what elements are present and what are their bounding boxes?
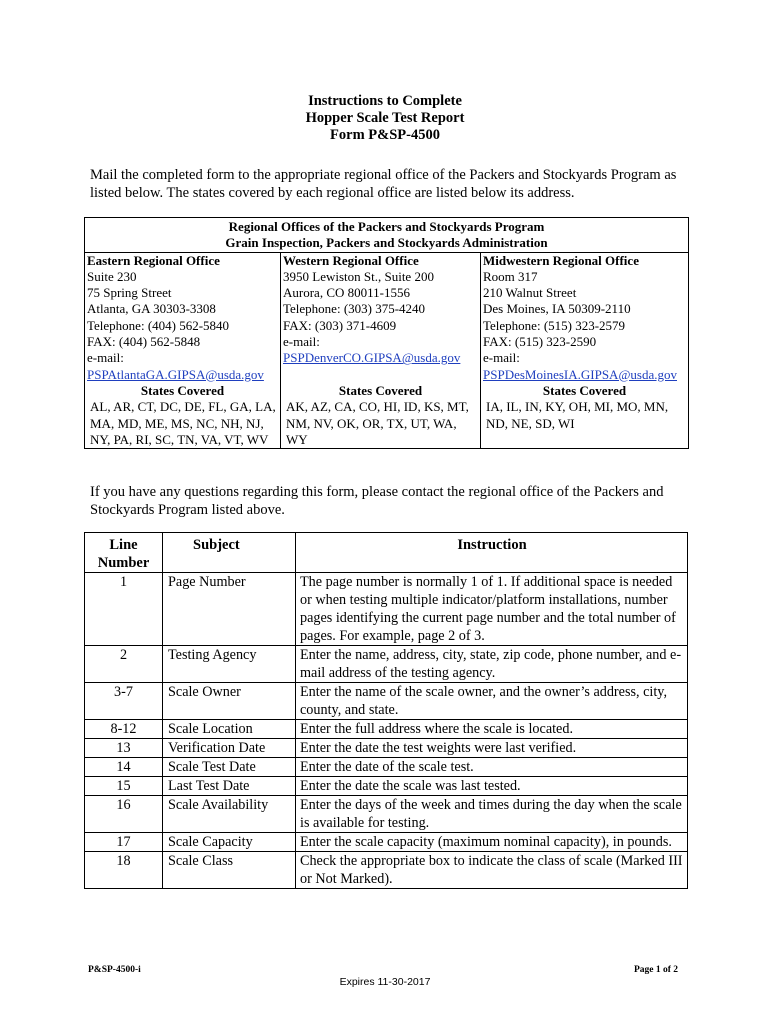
- states-covered-heading: States Covered: [281, 383, 481, 399]
- form-id: P&SP-4500-i: [88, 965, 141, 975]
- table-row: [85, 833, 688, 852]
- office-email-label: e-mail:: [87, 350, 124, 366]
- table-row: [85, 739, 688, 758]
- instruction-cell: Enter the date the scale was last tested.: [296, 777, 688, 796]
- office-address-line: 75 Spring Street: [87, 285, 172, 301]
- table-row: [85, 852, 688, 889]
- line-number-cell: 14: [85, 758, 163, 777]
- office-address-line: Suite 230: [87, 268, 137, 284]
- table-row: [85, 683, 688, 720]
- table-row: [85, 758, 688, 777]
- instruction-cell: Enter the days of the week and times during the day when the scale is available for testing.: [296, 796, 688, 833]
- office-address-line: 3950 Lewiston St., Suite 200: [283, 268, 434, 284]
- office-address-line: Aurora, CO 80011-1556: [283, 285, 410, 301]
- line-number-cell: 16: [85, 796, 163, 833]
- instruction-cell: The page number is normally 1 of 1. If additional space is needed or when testing multiple indicator/platform installations, number pages identifying the current page number and the total number of pages. For example, page 2 of 3.: [296, 573, 688, 646]
- instructions-table: [84, 532, 688, 889]
- office-phone: Telephone: (404) 562-5840: [87, 317, 230, 333]
- offices-header-line-1: Regional Offices of the Packers and Stockyards Program: [228, 219, 545, 234]
- line-number-cell: 17: [85, 833, 163, 852]
- midwestern-office-cell: [481, 252, 689, 383]
- title-line-2: Hopper Scale Test Report: [305, 110, 465, 126]
- office-address-line: Atlanta, GA 30303-3308: [87, 301, 216, 317]
- western-states-list: AK, AZ, CA, CO, HI, ID, KS, MT, NM, NV, OK, OR, TX, UT, WA, WY: [281, 399, 481, 448]
- office-fax: FAX: (404) 562-5848: [87, 334, 201, 350]
- subject-header: Subject: [163, 533, 296, 573]
- office-fax: FAX: (303) 371-4609: [283, 317, 397, 333]
- states-covered-heading: States Covered: [85, 383, 281, 399]
- midwestern-email-link[interactable]: PSPDesMoinesIA.GIPSA@usda.gov: [483, 366, 677, 382]
- document-title: [0, 93, 770, 144]
- regional-offices-table: [84, 217, 689, 449]
- instruction-cell: Enter the date the test weights were last verified.: [296, 739, 688, 758]
- instruction-cell: Enter the full address where the scale is located.: [296, 720, 688, 739]
- title-line-3: Form P&SP-4500: [330, 127, 440, 143]
- subject-cell: Page Number: [163, 573, 296, 646]
- subject-cell: Testing Agency: [163, 646, 296, 683]
- office-name: Midwestern Regional Office: [483, 252, 639, 268]
- contact-paragraph: If you have any questions regarding this form, please contact the regional office of the Packers and Stockyards Program listed above.: [90, 484, 664, 518]
- line-number-cell: 2: [85, 646, 163, 683]
- subject-cell: Scale Capacity: [163, 833, 296, 852]
- instruction-header: Instruction: [296, 533, 688, 573]
- western-email-link[interactable]: PSPDenverCO.GIPSA@usda.gov: [283, 350, 461, 366]
- table-row: [85, 777, 688, 796]
- subject-cell: Scale Location: [163, 720, 296, 739]
- title-line-1: Instructions to Complete: [308, 93, 462, 109]
- table-row: [85, 573, 688, 646]
- eastern-states-list: AL, AR, CT, DC, DE, FL, GA, LA, MA, MD, ME, MS, NC, NH, NJ, NY, PA, RI, SC, TN, VA, VT, WV: [85, 399, 281, 448]
- line-number-cell: 15: [85, 777, 163, 796]
- line-number-cell: 8-12: [85, 720, 163, 739]
- office-fax: FAX: (515) 323-2590: [483, 334, 597, 350]
- eastern-email-link[interactable]: PSPAtlantaGA.GIPSA@usda.gov: [87, 366, 264, 382]
- page-indicator: Page 1 of 2: [633, 965, 678, 975]
- instruction-cell: Check the appropriate box to indicate the class of scale (Marked III or Not Marked).: [296, 852, 688, 889]
- office-phone: Telephone: (515) 323-2579: [483, 317, 626, 333]
- western-office-cell: [281, 252, 481, 383]
- midwestern-states-list: IA, IL, IN, KY, OH, MI, MO, MN, ND, NE, SD, WI: [481, 399, 689, 448]
- office-email-label: e-mail:: [283, 334, 320, 350]
- subject-cell: Scale Owner: [163, 683, 296, 720]
- states-covered-heading: States Covered: [481, 383, 689, 399]
- subject-cell: Verification Date: [163, 739, 296, 758]
- subject-cell: Scale Test Date: [163, 758, 296, 777]
- instruction-cell: Enter the name, address, city, state, zip code, phone number, and e-mail address of the testing agency.: [296, 646, 688, 683]
- instruction-cell: Enter the date of the scale test.: [296, 758, 688, 777]
- subject-cell: Scale Class: [163, 852, 296, 889]
- eastern-office-cell: [85, 252, 281, 383]
- office-address-line: 210 Walnut Street: [483, 285, 577, 301]
- office-name: Eastern Regional Office: [87, 252, 220, 268]
- office-address-line: Des Moines, IA 50309-2110: [483, 301, 631, 317]
- line-number-cell: 3-7: [85, 683, 163, 720]
- table-row: [85, 720, 688, 739]
- table-row: [85, 796, 688, 833]
- intro-paragraph: Mail the completed form to the appropriate regional office of the Packers and Stockyards Program as listed below. The states covered by each regional office are listed below its address.: [90, 167, 677, 201]
- offices-header-line-2: Grain Inspection, Packers and Stockyards Administration: [225, 235, 548, 251]
- line-number-cell: 18: [85, 852, 163, 889]
- subject-cell: Last Test Date: [163, 777, 296, 796]
- expiration-date: Expires 11-30-2017: [339, 976, 431, 988]
- subject-cell: Scale Availability: [163, 796, 296, 833]
- instruction-cell: Enter the name of the scale owner, and the owner’s address, city, county, and state.: [296, 683, 688, 720]
- office-email-label: e-mail:: [483, 350, 520, 366]
- office-name: Western Regional Office: [283, 252, 419, 268]
- line-number-cell: 13: [85, 739, 163, 758]
- line-number-header: Line Number: [85, 533, 163, 573]
- table-row: [85, 646, 688, 683]
- offices-table-header: [85, 218, 689, 253]
- line-number-cell: 1: [85, 573, 163, 646]
- office-address-line: Room 317: [483, 268, 538, 284]
- instruction-cell: Enter the scale capacity (maximum nominal capacity), in pounds.: [296, 833, 688, 852]
- office-phone: Telephone: (303) 375-4240: [283, 301, 426, 317]
